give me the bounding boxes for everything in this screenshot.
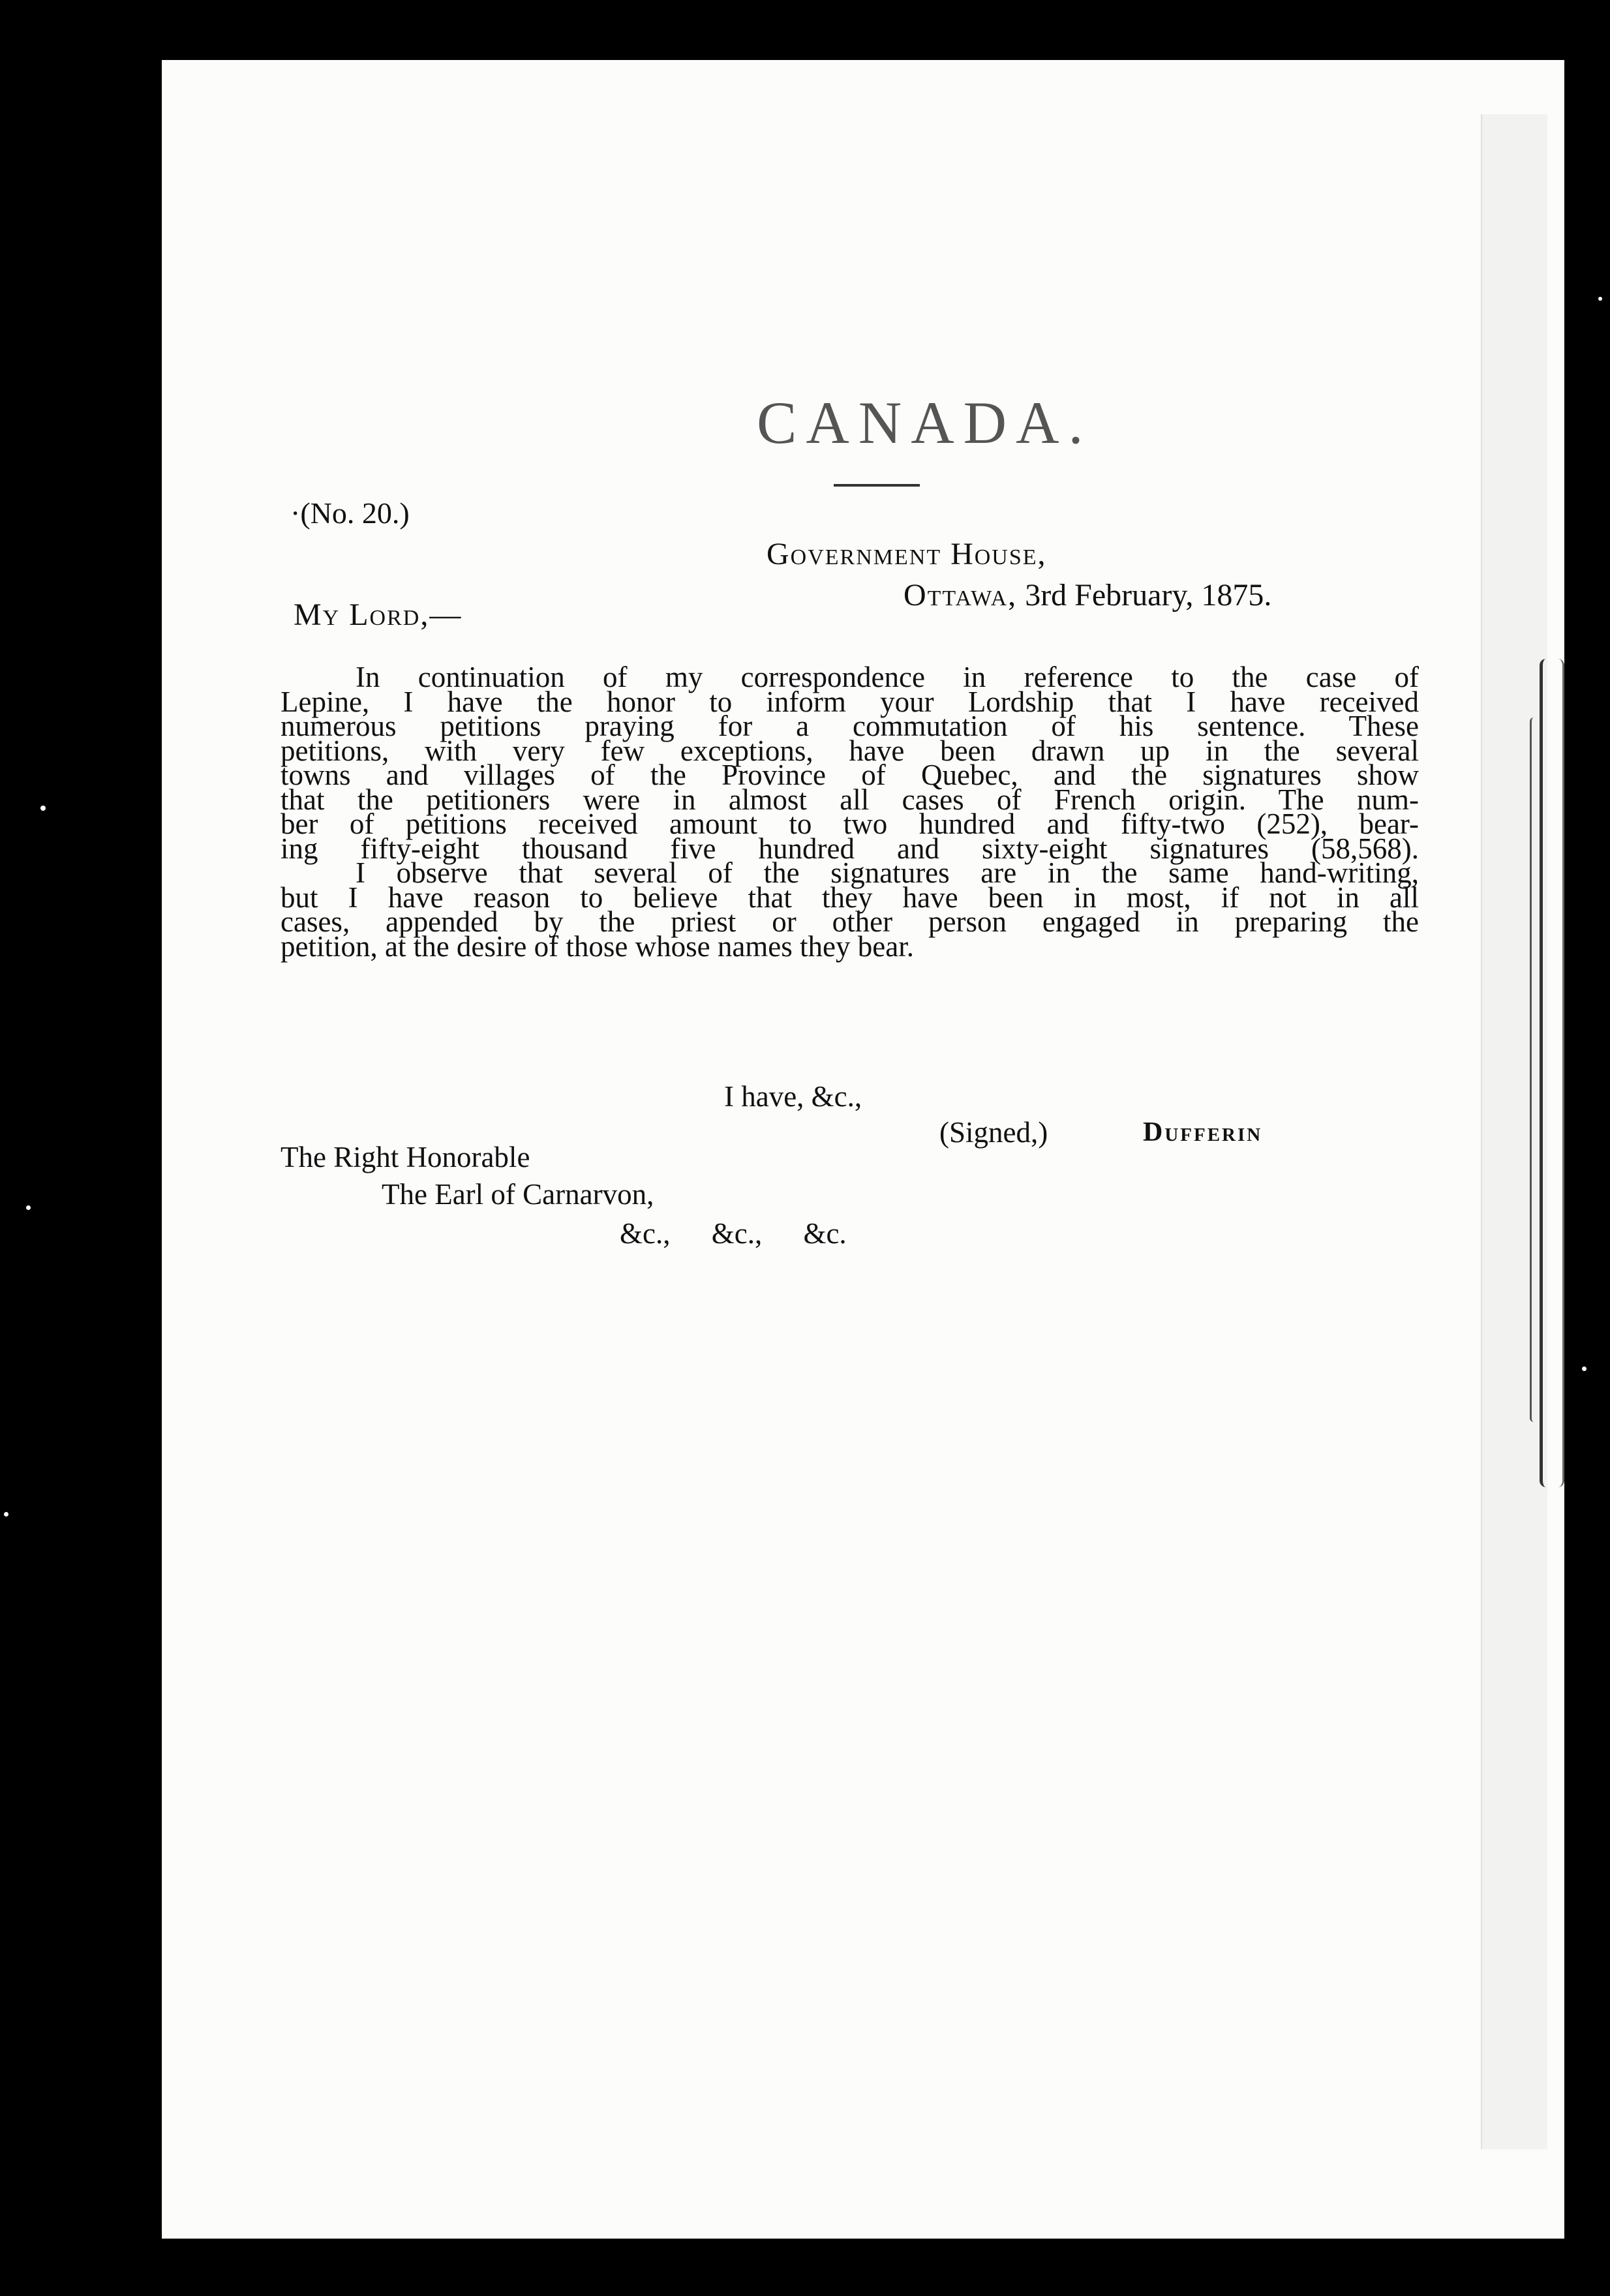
letter-date: 3rd February, 1875. [1017,578,1272,612]
body-line: I observe that several of the signatures are in the same hand-writing, [356,856,1419,889]
body-line: Lepine, I have the honor to inform your Lordship that I have received [281,685,1419,718]
addressee-line: The Right Honorable [281,1141,530,1173]
body-line: cases, appended by the priest or other person engaged in preparing the [281,905,1419,938]
body-line: ing fifty-eight thousand five hundred and sixty-eight signatures (58,568). [281,832,1419,865]
scan-speck [1582,1367,1587,1371]
body-line: petitions, with very few exceptions, have been drawn up in the several [281,734,1419,767]
salutation: My Lord,— [294,597,463,632]
signer-name: Dufferin [1143,1117,1263,1147]
letter-body [281,661,1419,963]
closing: I have, &c., [724,1080,862,1113]
sender-place-date [904,577,1271,613]
body-line: petition, at the desire of those whose names they bear. [281,929,914,963]
addressee-line: &c., &c., &c. [620,1217,847,1250]
body-line: In continuation of my correspondence in reference to the case of [356,661,1419,693]
binding-ribbon [1540,659,1564,1487]
title-rule [834,484,920,487]
body-line: that the petitioners were in almost all cases of French origin. The num- [281,783,1419,816]
scan-speck [1598,297,1602,301]
addressee-line: The Earl of Carnarvon, [382,1178,654,1211]
binding-ribbon-inner [1530,718,1541,1422]
scan-speck [4,1512,8,1517]
body-line: ber of petitions received amount to two hundred and fifty-two (252), bear- [281,808,1419,840]
sender-address: Government House, [767,537,1047,571]
document-title: CANADA. [757,389,1093,456]
scan-speck [40,806,46,811]
letter-number: ·(No. 20.) [290,496,410,530]
body-line: but I have reason to believe that they have been in most, if not in all [281,881,1419,914]
sender-city: Ottawa, [904,578,1018,612]
signed-label: (Signed,) [939,1116,1048,1149]
body-line: towns and villages of the Province of Quebec, and the signatures show [281,759,1419,791]
scan-speck [26,1205,31,1210]
body-line: numerous petitions praying for a commutation of his sentence. These [281,710,1419,742]
